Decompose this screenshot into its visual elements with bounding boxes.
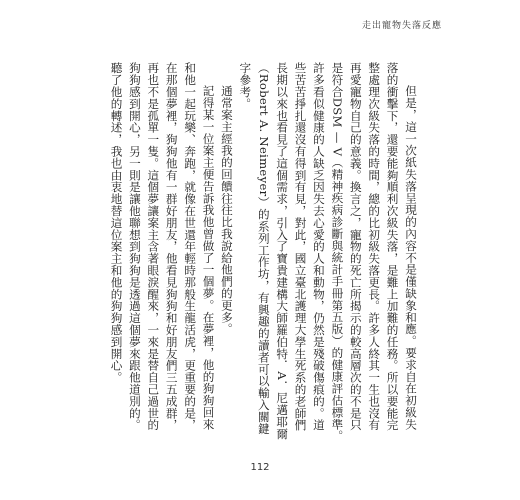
paragraph-2: 通常案主經我的回饋往往比我說給他們的更多。 bbox=[219, 85, 234, 336]
page-number: 112 bbox=[250, 462, 270, 473]
running-header: 走出寵物失落反應 bbox=[361, 21, 442, 31]
paragraph-3: 記得某一位案主便告訴我他曾做了一個夢。在夢裡，他的狗狗回來和他一起玩樂、奔跑，就像在世還年輕時那般生龍活虎，更重要的是，在那個夢裡，狗狗他有一群好朋友，他看見狗狗和好朋友們三五成群，再也不是孤單一隻。這個夢讓案主含著眼淚醒來，一來是替自己過世的狗狗感到開心，另一則是讓他聯想到狗狗是透過這個夢來跟他道別的。聽了他的轉述，我也由衷地替這位案主和他的狗狗感到開心。 bbox=[109, 62, 216, 431]
paragraph-1: 但是，這一次紙失落呈現的內容不是僅缺象和應。要求自在初級失落的衝擊下，還要能夠順利次級失落，是難上加難的任務。所以要能完整處理次級失落的時間，總的比初級失落更長。許多人終其一生也沒有再愛寵物自己的意義。換言之，寵物的死亡所揭示的較高層次的不是只是符合DSM — V（精神疾病診斷與統計手冊第五版）的健康評估標準。許多看似健康的人缺乏因失去心愛的人和動物，仍然是殘破傷痕的。道些苦苦掙扎還沒有得到有見，對此，國立臺北護理大學生死系的老師們長期以來也看見了這個需求，引入了寶貴建構大師羅伯特．A．尼邁耶爾（Robert A. Neimeyer）的系列工作坊，有興趣的讀者可以輸入關鍵字參考。 bbox=[238, 62, 418, 442]
body-text bbox=[109, 62, 420, 442]
